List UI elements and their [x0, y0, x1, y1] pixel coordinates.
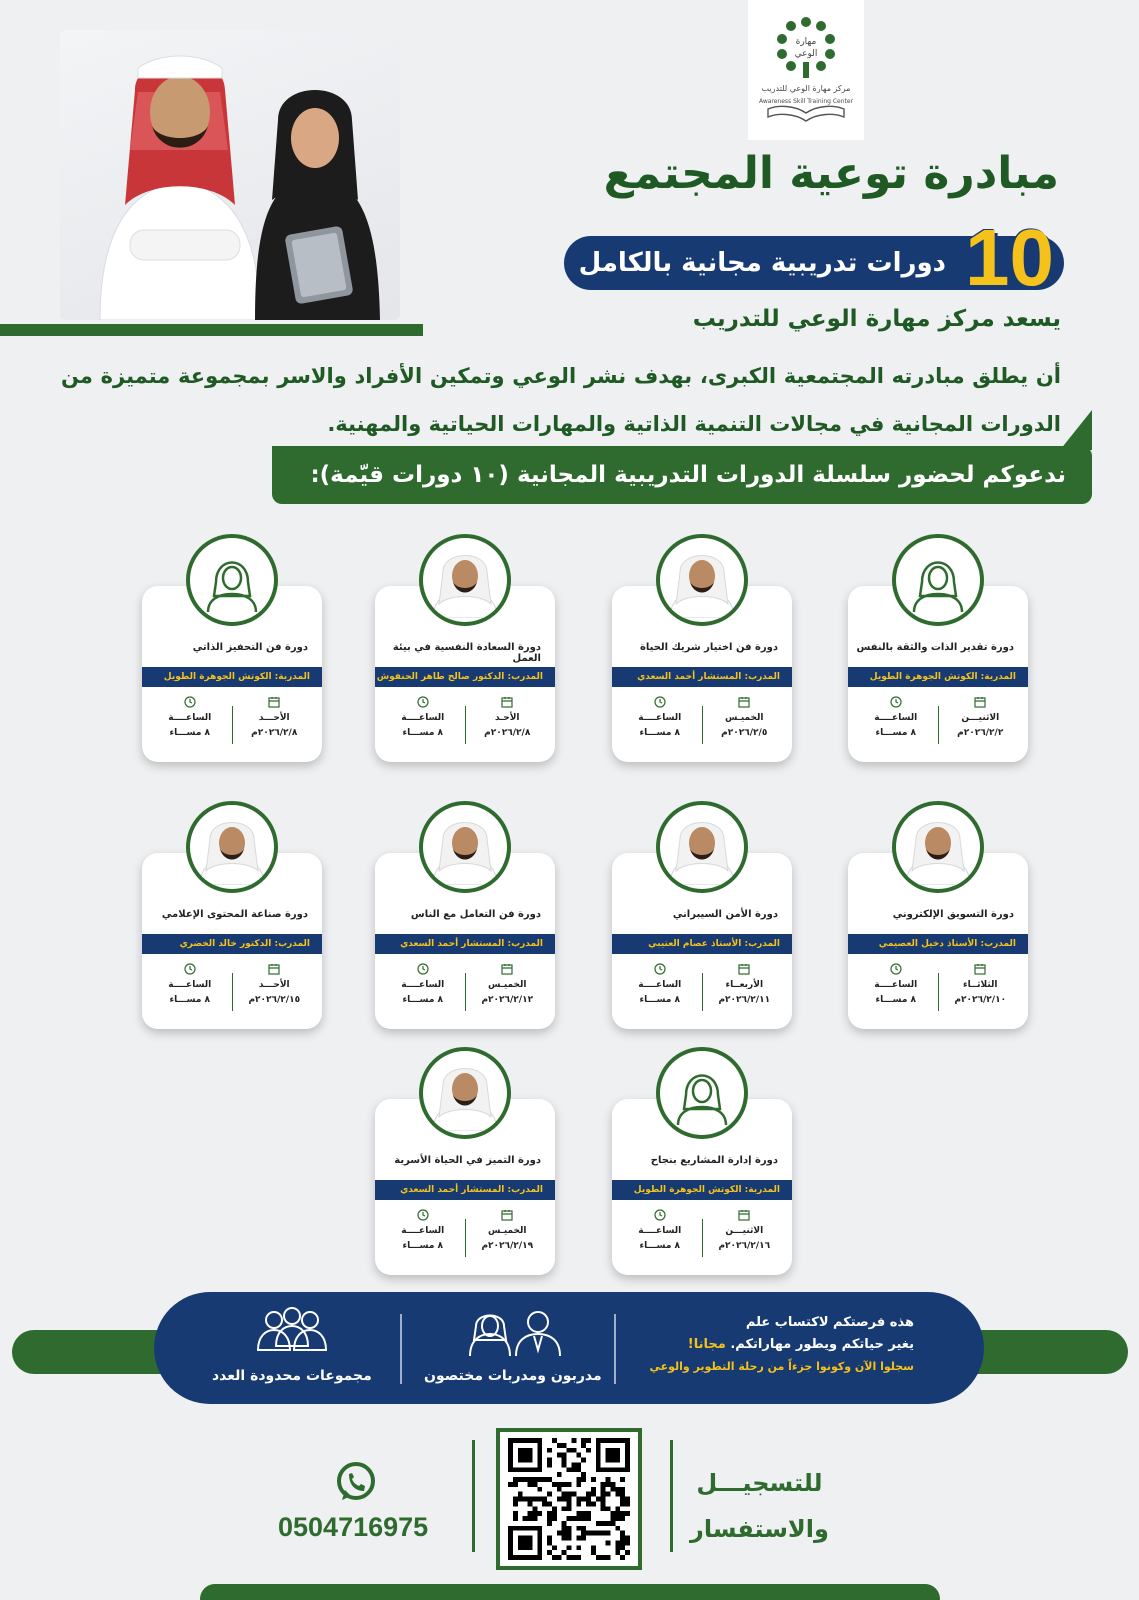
course-date: [470, 963, 546, 1015]
course-trainer: [612, 934, 792, 954]
course-time-label: الساعــــة: [401, 980, 445, 990]
calendar-icon: [501, 696, 513, 708]
course-time-label: الساعــــة: [168, 980, 212, 990]
clock-icon: [417, 1209, 429, 1221]
trainer-avatar-female: [892, 534, 984, 626]
schedule-divider: [938, 973, 939, 1011]
promo-groups-label: مجموعات محدودة العدد: [212, 1368, 372, 1384]
trainer-avatar: [419, 801, 511, 893]
course-schedule: [622, 963, 782, 1015]
promo-line-2-text: يغير حياتكم ويطور مهاراتكم.: [730, 1337, 914, 1352]
clock-icon: [890, 963, 902, 975]
course-date: [943, 963, 1019, 1015]
courses-count: 10: [965, 213, 1054, 302]
calendar-icon: [501, 1209, 513, 1221]
trainer-avatar: [186, 801, 278, 893]
clock-icon: [890, 696, 902, 708]
course-date-value: ٢٠٢٦/٢/٥م: [721, 728, 768, 738]
phone-number[interactable]: 0504716975: [278, 1512, 429, 1542]
course-day: الثلاثــاء: [963, 980, 998, 990]
trainer-avatar: [419, 534, 511, 626]
course-time: [622, 1209, 698, 1261]
course-schedule: [622, 696, 782, 748]
schedule-divider: [938, 706, 939, 744]
clock-icon: [654, 963, 666, 975]
bottom-strip: [200, 1584, 940, 1600]
qr-code[interactable]: [496, 1428, 642, 1570]
intro-paragraph: أن يطلق مبادرته المجتمعية الكبرى، بهدف نشر الوعي وتمكين الأفراد والاسر بمجموعة متميزة من الدورات المجانية في مجالات التنمية الذاتية والمهارات الحياتية والمهنية.: [61, 364, 1061, 436]
course-time-value: ٨ مســـاء: [402, 995, 444, 1005]
course-title: دورة إدارة المشاريع بنجاح: [650, 1155, 778, 1166]
schedule-divider: [702, 1219, 703, 1257]
promo-groups: [212, 1306, 372, 1384]
course-date-value: ٢٠٢٦/٢/١٢م: [481, 995, 534, 1005]
course-title: دورة فن التحفيز الذاتي: [192, 642, 308, 653]
schedule-divider: [232, 706, 233, 744]
hero-people-illustration: [60, 30, 400, 320]
promo-line-2: [649, 1334, 914, 1356]
schedule-divider: [465, 706, 466, 744]
page-title: مبادرة توعية المجتمع: [603, 148, 1059, 199]
contact-divider-right: [670, 1440, 673, 1552]
course-time: [858, 963, 934, 1015]
course-date: [707, 963, 783, 1015]
promo-trainers-label: مدربون ومدربات مختصون: [424, 1368, 602, 1384]
course-date-value: ٢٠٢٦/٢/١٦م: [718, 1241, 771, 1251]
course-title: دورة صناعة المحتوى الإعلامي: [161, 909, 308, 920]
invite-text: ندعوكم لحضور سلسلة الدورات التدريبية المجانية (١٠ دورات قيّمة):: [310, 462, 1066, 488]
course-schedule: [152, 963, 312, 1015]
course-trainer-label: المدرب: المستشار أحمد السعدي: [637, 672, 780, 682]
clock-icon: [184, 963, 196, 975]
register-line-1: للتسجيـــل: [696, 1469, 823, 1497]
course-trainer: [612, 667, 792, 687]
clock-icon: [184, 696, 196, 708]
course-trainer: [848, 667, 1028, 687]
trainers-icon: [458, 1306, 568, 1360]
intro-heading: يسعد مركز مهارة الوعي للتدريب: [692, 306, 1061, 332]
clock-icon: [417, 963, 429, 975]
schedule-divider: [465, 1219, 466, 1257]
clock-icon: [417, 696, 429, 708]
course-time-value: ٨ مســـاء: [169, 995, 211, 1005]
course-time: [622, 963, 698, 1015]
logo-line-1: مهارة: [795, 37, 817, 47]
course-date: [707, 1209, 783, 1261]
trainer-photo-icon: [427, 809, 503, 885]
group-icon: [252, 1306, 332, 1360]
trainer-photo-icon: [664, 542, 740, 618]
course-title: دورة السعادة النفسية في بيئة العمل: [392, 642, 541, 664]
calendar-icon: [738, 963, 750, 975]
trainer-avatar-female: [186, 534, 278, 626]
promo-line-3: سجلوا الآن وكونوا جزءاً من رحلة التطوير والوعي: [649, 1360, 914, 1373]
course-date-value: ٢٠٢٦/٢/١٠م: [954, 995, 1007, 1005]
course-date-value: ٢٠٢٦/٢/٢م: [957, 728, 1004, 738]
course-time: [152, 696, 228, 748]
course-trainer-label: المدربة: الكوتش الجوهرة الطويل: [633, 1185, 780, 1195]
course-trainer-label: المدرب: الدكتور صالح طاهر الحنفوش: [376, 672, 543, 682]
promo-divider-1: [614, 1314, 616, 1384]
center-logo: [748, 0, 864, 140]
course-day: الأحـــد: [258, 713, 290, 723]
course-schedule: [385, 696, 545, 748]
course-trainer: [142, 667, 322, 687]
promo-free-label: مجانا!: [687, 1337, 726, 1352]
course-time: [385, 963, 461, 1015]
course-time-value: ٨ مســـاء: [639, 995, 681, 1005]
course-time-value: ٨ مســـاء: [639, 1241, 681, 1251]
trainer-photo-icon: [664, 809, 740, 885]
clock-icon: [654, 696, 666, 708]
course-time-value: ٨ مســـاء: [875, 728, 917, 738]
course-title: دورة فن اختيار شريك الحياة: [639, 642, 778, 653]
open-book-icon: [766, 105, 846, 123]
female-avatar-icon: [194, 542, 270, 618]
clock-icon: [654, 1209, 666, 1221]
course-time-label: الساعــــة: [168, 713, 212, 723]
course-date: [470, 696, 546, 748]
course-time-label: الساعــــة: [638, 980, 682, 990]
course-trainer: [375, 667, 555, 687]
course-day: الخميـس: [725, 713, 764, 723]
course-trainer-label: المدربة: الكوتش الجوهرة الطويل: [163, 672, 310, 682]
course-schedule: [858, 963, 1018, 1015]
course-day: الأحـــد: [258, 980, 290, 990]
calendar-icon: [974, 696, 986, 708]
schedule-divider: [702, 973, 703, 1011]
register-line-2: والاستفسار: [690, 1515, 829, 1543]
course-time-value: ٨ مســـاء: [169, 728, 211, 738]
course-day: الخميـس: [488, 1226, 527, 1236]
course-schedule: [152, 696, 312, 748]
trainer-photo-icon: [194, 809, 270, 885]
promo-banner: [154, 1292, 984, 1404]
course-title: دورة التسويق الإلكتروني: [892, 909, 1014, 920]
course-date: [943, 696, 1019, 748]
course-title: دورة الأمن السيبراني: [672, 909, 778, 920]
promo-line-1: هذه فرصتكم لاكتساب علم: [745, 1315, 914, 1330]
course-time-value: ٨ مســـاء: [639, 728, 681, 738]
course-date: [470, 1209, 546, 1261]
trainer-avatar: [419, 1047, 511, 1139]
course-day: الخميـس: [488, 980, 527, 990]
calendar-icon: [738, 696, 750, 708]
whatsapp-icon[interactable]: [334, 1460, 378, 1504]
promo-trainers: [424, 1306, 602, 1384]
course-schedule: [385, 963, 545, 1015]
course-date-value: ٢٠٢٦/٢/١٩م: [481, 1241, 534, 1251]
course-schedule: [622, 1209, 782, 1261]
left-accent-bar: [0, 324, 423, 336]
course-date-value: ٢٠٢٦/٢/٨م: [484, 728, 531, 738]
contact-divider-left: [472, 1440, 475, 1552]
hero-photo: [60, 30, 400, 320]
calendar-icon: [974, 963, 986, 975]
course-trainer-label: المدرب: الأستاذ دخيل العصيمي: [878, 939, 1016, 949]
course-trainer-label: المدرب: المستشار أحمد السعدي: [400, 1185, 543, 1195]
calendar-icon: [268, 696, 280, 708]
course-time: [622, 696, 698, 748]
calendar-icon: [738, 1209, 750, 1221]
schedule-divider: [232, 973, 233, 1011]
awareness-tree-logo-icon: [773, 14, 839, 80]
female-avatar-icon: [664, 1055, 740, 1131]
course-time: [152, 963, 228, 1015]
course-date: [237, 696, 313, 748]
course-trainer-label: المدرب: الأستاذ عصام العتيبي: [648, 939, 780, 949]
course-day: الأربعــاء: [725, 980, 764, 990]
course-time-label: الساعــــة: [638, 1226, 682, 1236]
course-title: دورة فن التعامل مع الناس: [410, 909, 541, 920]
course-trainer-label: المدرب: المستشار أحمد السعدي: [400, 939, 543, 949]
course-trainer: [848, 934, 1028, 954]
calendar-icon: [501, 963, 513, 975]
course-date-value: ٢٠٢٦/٢/١١م: [718, 995, 771, 1005]
female-avatar-icon: [900, 542, 976, 618]
course-time: [385, 1209, 461, 1261]
course-schedule: [858, 696, 1018, 748]
course-time-label: الساعــــة: [401, 713, 445, 723]
course-trainer: [375, 1180, 555, 1200]
course-trainer-label: المدربة: الكوتش الجوهرة الطويل: [869, 672, 1016, 682]
invite-bar: [272, 446, 1092, 504]
course-time-value: ٨ مســـاء: [875, 995, 917, 1005]
logo-line-2: الوعي: [794, 49, 818, 59]
trainer-photo-icon: [427, 542, 503, 618]
course-trainer: [612, 1180, 792, 1200]
course-trainer-label: المدرب: الدكتور خالد الخضري: [179, 939, 310, 949]
course-time: [385, 696, 461, 748]
calendar-icon: [268, 963, 280, 975]
trainer-photo-icon: [900, 809, 976, 885]
trainer-photo-icon: [427, 1055, 503, 1131]
trainer-avatar-female: [656, 1047, 748, 1139]
invite-bar-tab: [1060, 410, 1092, 450]
course-date-value: ٢٠٢٦/٢/١٥م: [248, 995, 301, 1005]
course-day: الأحـد: [494, 713, 520, 723]
schedule-divider: [702, 706, 703, 744]
course-time-label: الساعــــة: [638, 713, 682, 723]
course-time-label: الساعــــة: [401, 1226, 445, 1236]
trainer-avatar: [892, 801, 984, 893]
course-title: دورة تقدير الذات والثقة بالنفس: [856, 642, 1014, 653]
course-title: دورة التميز في الحياة الأسرية: [394, 1155, 541, 1166]
schedule-divider: [465, 973, 466, 1011]
logo-caption-en: Awareness Skill Training Center: [758, 97, 854, 105]
register-label: [690, 1460, 829, 1552]
course-schedule: [385, 1209, 545, 1261]
logo-caption: مركز مهارة الوعي للتدريب: [761, 84, 851, 93]
course-time-value: ٨ مســـاء: [402, 1241, 444, 1251]
course-date-value: ٢٠٢٦/٢/٨م: [251, 728, 298, 738]
course-date: [707, 696, 783, 748]
course-trainer: [375, 934, 555, 954]
course-time-label: الساعــــة: [874, 980, 918, 990]
course-day: الاثنيـــن: [961, 713, 1000, 723]
pill-text: دورات تدريبية مجانية بالكامل: [578, 248, 946, 278]
course-trainer: [142, 934, 322, 954]
qr-code-icon: [506, 1438, 632, 1560]
promo-text: [649, 1312, 914, 1378]
course-time: [858, 696, 934, 748]
course-time-label: الساعــــة: [874, 713, 918, 723]
course-time-value: ٨ مســـاء: [402, 728, 444, 738]
course-day: الاثنيـــن: [725, 1226, 764, 1236]
trainer-avatar: [656, 801, 748, 893]
trainer-avatar: [656, 534, 748, 626]
promo-divider-2: [400, 1314, 402, 1384]
course-date: [237, 963, 313, 1015]
